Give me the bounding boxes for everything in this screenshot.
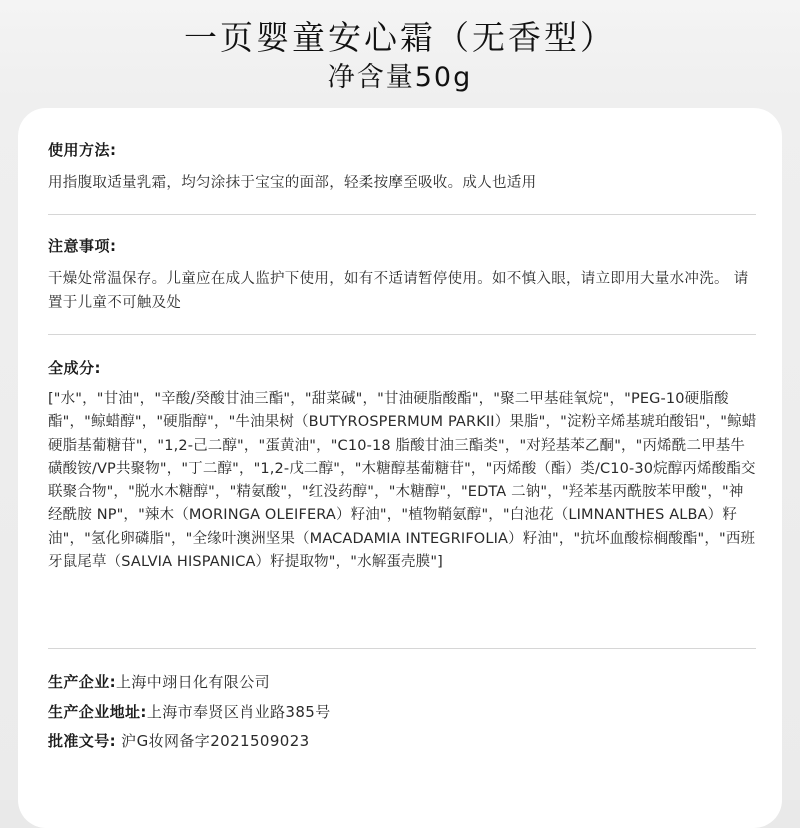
manufacturer-label: 生产企业: — [48, 673, 116, 691]
usage-section — [48, 140, 758, 196]
caution-section — [48, 236, 758, 315]
info-card — [18, 108, 782, 828]
caution-body: 干燥处常温保存。儿童应在成人监护下使用，如有不适请暂停使用。如不慎入眼，请立即用大量水冲洗。 请置于儿童不可触及处 — [48, 271, 749, 311]
approval-row — [48, 731, 758, 751]
net-content: 净含量50g — [327, 62, 473, 93]
usage-title: 使用方法: — [48, 141, 117, 159]
ingredients-body: ["水"，"甘油"，"辛酸/癸酸甘油三酯"，"甜菜碱"，"甘油硬脂酸酯"，"聚二甲基硅氧烷"，"PEG-10硬脂酸酯"，"鲸蜡醇"，"硬脂醇"，"牛油果树（BUTYROSPERMUM PARKII）果脂"，"淀粉辛烯基琥珀酸铝"，"鲸蜡硬脂基葡糖苷"，"1,2-己二醇"，"蛋黄油"，"C10-18 脂酸甘油三酯类"，"对羟基苯乙酮"，"丙烯酰二甲基牛磺酸铵/VP共聚物"，"丁二醇"，"1,2-戊二醇"，"木糖醇基葡糖苷"，"丙烯酸（酯）类/C10-30烷醇丙烯酸酯交联聚合物"，"脱水木糖醇"，"精氨酸"，"红没药醇"，"木糖醇"，"EDTA 二钠"，"羟苯基丙酰胺苯甲酸"，"神经酰胺 NP"，"辣木（MORINGA OLEIFERA）籽油"，"植物鞘氨醇"，"白池花（LIMNANTHES ALBA）籽油"，"氢化卵磷脂"，"全缘叶澳洲坚果（MACADAMIA INTEGRIFOLIA）籽油"，"抗坏血酸棕榈酸酯"，"西班牙鼠尾草（SALVIA HISPANICA）籽提取物"，"水解蛋壳膜"] — [48, 391, 757, 571]
manufacturer-row — [48, 672, 758, 692]
divider — [48, 648, 756, 649]
manufacturer-value: 上海中翊日化有限公司 — [116, 673, 271, 691]
address-row — [48, 702, 758, 722]
approval-value: 沪G妆网备字2021509023 — [116, 732, 310, 750]
divider — [48, 214, 756, 215]
divider — [48, 334, 756, 335]
usage-body: 用指腹取适量乳霜，均匀涂抹于宝宝的面部，轻柔按摩至吸收。成人也适用 — [48, 175, 537, 191]
caution-title: 注意事项: — [48, 237, 117, 255]
ingredients-title: 全成分: — [48, 359, 101, 377]
product-header — [0, 0, 800, 105]
address-value: 上海市奉贤区肖业路385号 — [146, 703, 331, 721]
ingredients-section — [48, 358, 758, 574]
product-title: 一页婴童安心霜（无香型） — [184, 18, 616, 57]
approval-label: 批准文号: — [48, 732, 116, 750]
address-label: 生产企业地址: — [48, 703, 147, 721]
